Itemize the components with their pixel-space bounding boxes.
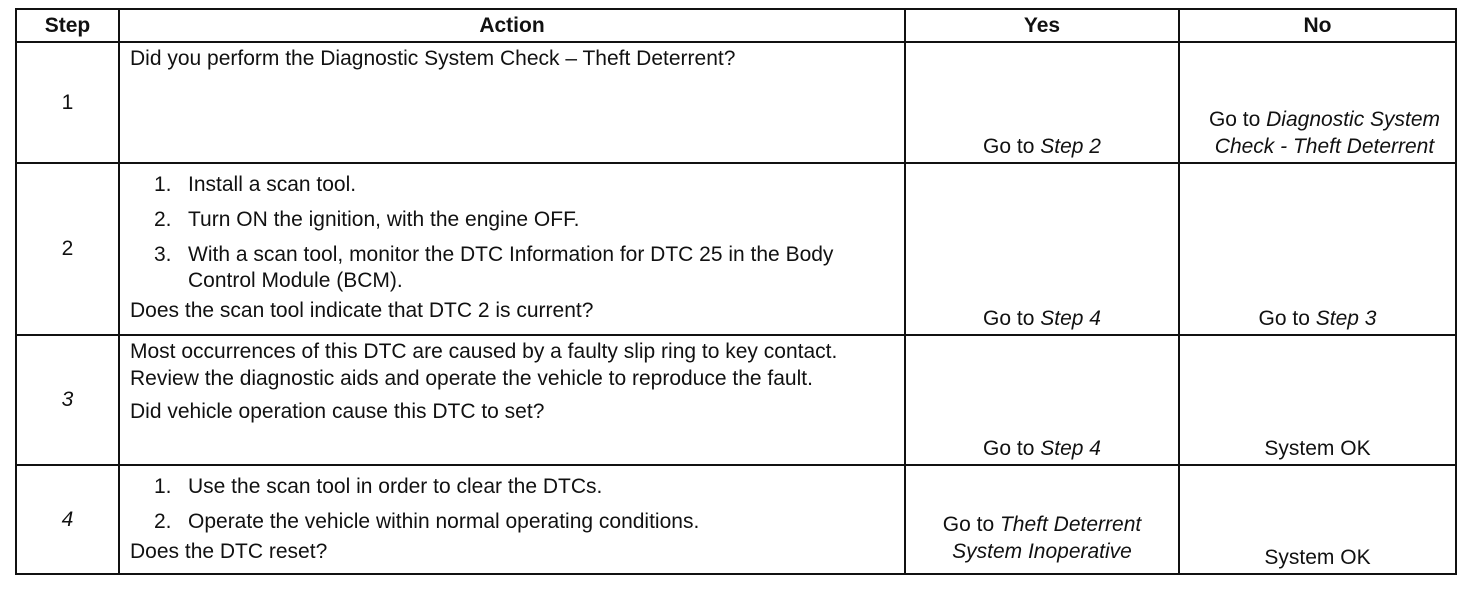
- header-no: No: [1179, 9, 1456, 42]
- header-step: Step: [16, 9, 119, 42]
- yes-cell: [905, 335, 1179, 465]
- list-item: 2. Turn ON the ignition, with the engine OFF.: [154, 208, 580, 231]
- step-number: 2: [16, 163, 119, 335]
- yes-prefix: Go to: [983, 437, 1041, 460]
- header-row: [16, 9, 1456, 42]
- list-item: 3. With a scan tool, monitor the DTC Information for DTC 25 in the Body Control Module (BCM).: [154, 243, 834, 292]
- list-item: 1. Install a scan tool.: [154, 173, 357, 196]
- table-row: [16, 163, 1456, 335]
- no-link[interactable]: Step 3: [1315, 307, 1377, 330]
- no-prefix: Go to: [1208, 108, 1267, 131]
- table-row: [16, 42, 1456, 163]
- action-text: Most occurrences of this DTC are caused by a faulty slip ring to key contact. Review the diagnostic aids and operate the vehicle to reproduce the fault.: [130, 340, 838, 390]
- question-text: Did vehicle operation cause this DTC to set?: [130, 400, 545, 423]
- yes-prefix: Go to: [942, 513, 1000, 536]
- no-cell: [1179, 163, 1456, 335]
- yes-prefix: Go to: [983, 135, 1041, 158]
- list-item: 2. Operate the vehicle within normal operating conditions.: [154, 510, 700, 533]
- yes-prefix: Go to: [983, 307, 1041, 330]
- yes-cell: [905, 42, 1179, 163]
- header-action: Action: [119, 9, 905, 42]
- action-text: Did you perform the Diagnostic System Check – Theft Deterrent?: [130, 47, 736, 70]
- yes-link[interactable]: Step 4: [1040, 437, 1101, 460]
- yes-link[interactable]: Theft Deterrent System Inoperative: [952, 513, 1142, 563]
- action-cell: [119, 42, 905, 163]
- yes-link[interactable]: Step 4: [1040, 307, 1101, 330]
- action-cell: [119, 465, 905, 574]
- yes-cell: [905, 465, 1179, 574]
- no-cell: System OK: [1179, 335, 1456, 465]
- table-row: [16, 465, 1456, 574]
- no-link[interactable]: Diagnostic System Check - Theft Deterrent: [1214, 108, 1441, 158]
- yes-link[interactable]: Step 2: [1040, 135, 1101, 158]
- yes-cell: [905, 163, 1179, 335]
- question-text: Does the DTC reset?: [130, 540, 328, 563]
- no-cell: [1179, 42, 1456, 163]
- question-text: Does the scan tool indicate that DTC 2 is current?: [130, 299, 594, 322]
- no-prefix: Go to: [1258, 307, 1316, 330]
- table-row: [16, 335, 1456, 465]
- step-number: 1: [16, 42, 119, 163]
- action-cell: [119, 335, 905, 465]
- action-cell: [119, 163, 905, 335]
- diagnostic-table: [15, 8, 1457, 575]
- step-list: [130, 172, 896, 294]
- step-list: [130, 474, 896, 535]
- header-yes: Yes: [905, 9, 1179, 42]
- step-number: 3: [16, 335, 119, 465]
- no-cell: System OK: [1179, 465, 1456, 574]
- list-item: 1. Use the scan tool in order to clear the DTCs.: [154, 475, 603, 498]
- step-number: 4: [16, 465, 119, 574]
